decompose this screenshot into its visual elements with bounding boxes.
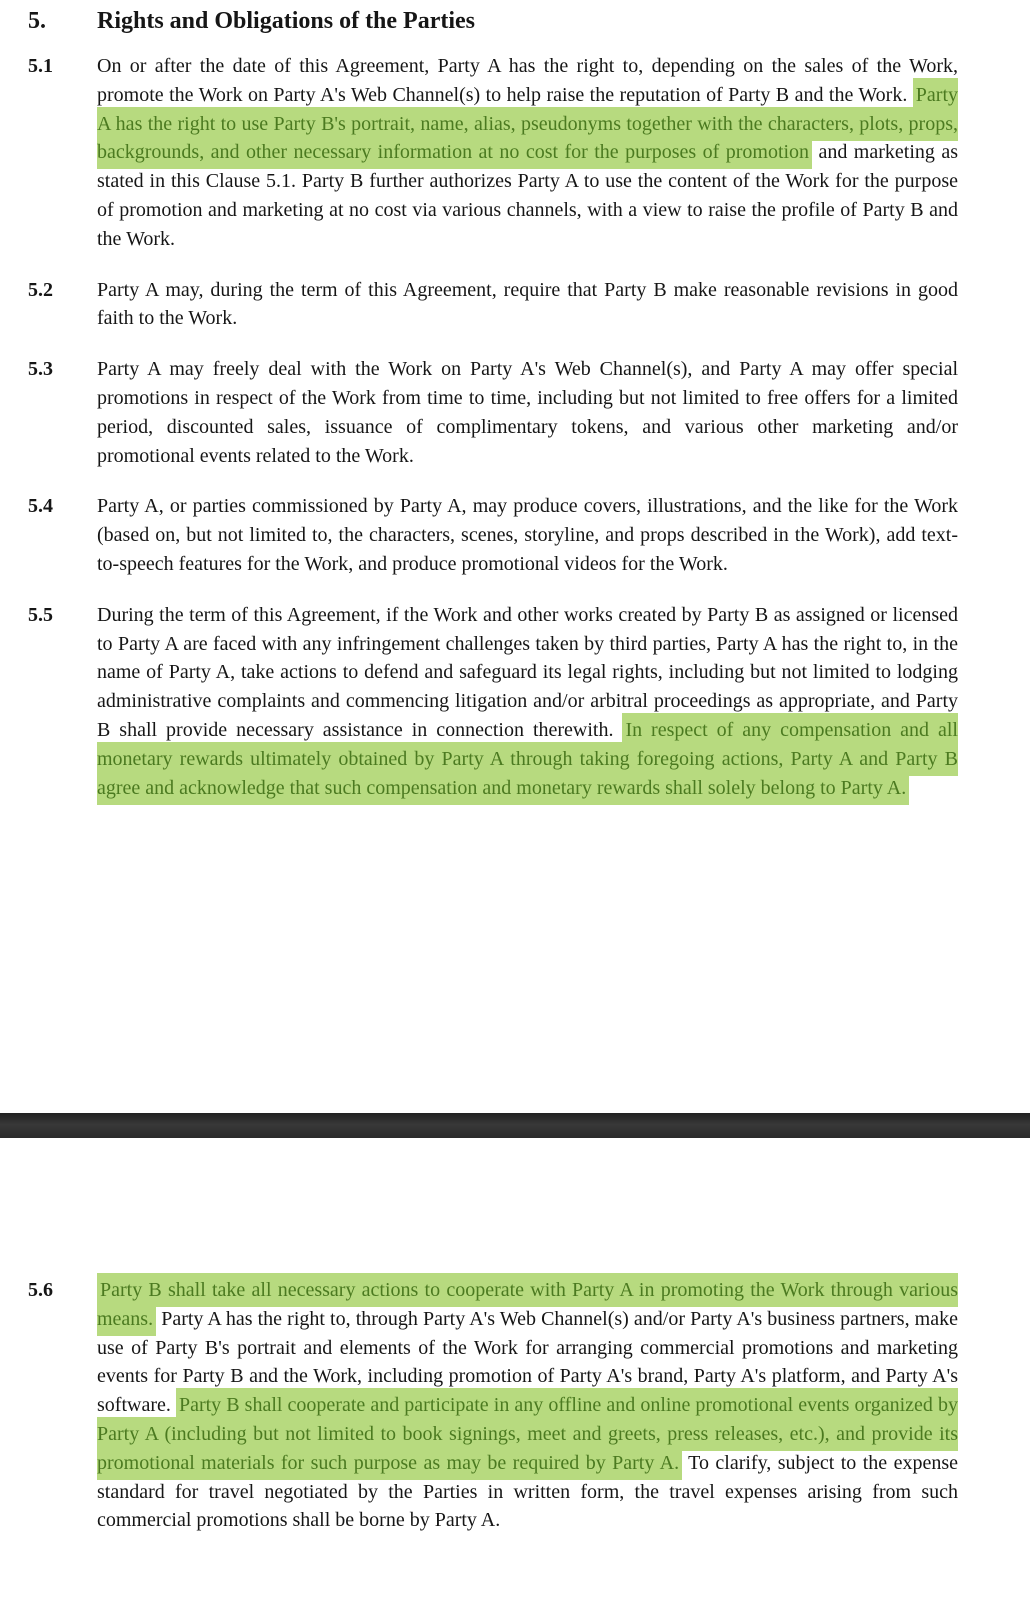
highlighted-text: Party B shall take all necessary actions to cooperate with Party A in promoting the Work through various means. xyxy=(97,1273,958,1336)
clause-text xyxy=(97,276,958,334)
clause-number: 5.4 xyxy=(28,495,53,518)
clause-text xyxy=(97,1276,958,1535)
clause-number: 5.2 xyxy=(28,278,53,301)
clause-number: 5.1 xyxy=(28,55,53,77)
page-separator-bar xyxy=(0,1113,1030,1138)
clause-text xyxy=(97,492,958,578)
clause-text-segment: Party A may freely deal with the Work on Party A's Web Channel(s), and Party A may offer special promotions in respect of the Work from time to time, including but not limited to free offers for a limited period, discounted sales, issuance of complimentary tokens, and various other marketing and/or promotional events related to the Work. xyxy=(97,358,958,467)
clause-text-segment: During the term of this Agreement, if the Work and other works created by Party B as assigned or licensed to Party A are faced with any infringement challenges taken by third parties, Party A has the right to, in the name of Party A, take actions to defend and safeguard its legal rights, including but not limited to lodging administrative complaints and commencing litigation and/or arbitral proceedings as appropriate, and Party B shall provide necessary assistance in connection therewith. xyxy=(97,603,958,741)
highlighted-text: Party B shall cooperate and participate in any offline and online promotional events organized by Party A (including but not limited to book signings, meet and greets, press releases, etc.), and provide its promotional materials for such purpose as may be required by Party A. xyxy=(97,1388,958,1480)
clause-row xyxy=(28,601,958,803)
clause-text xyxy=(97,52,958,254)
page-1-clauses xyxy=(28,52,958,802)
highlighted-text: In respect of any compensation and all monetary rewards ultimately obtained by Party A through taking foregoing actions, Party A and Party B agree and acknowledge that such compensation and monetary rewards shall solely belong to Party A. xyxy=(97,713,958,805)
page-2-clauses xyxy=(28,1276,958,1535)
section-heading-title: Rights and Obligations of the Parties xyxy=(97,8,476,34)
section-heading-number: 5. xyxy=(28,8,46,34)
clause-text-segment: and marketing as stated in this Clause 5.1. Party B further authorizes Party A to use the content of the Work for the purpose of promotion and marketing at no cost via various channels, with a view to raise the profile of Party B and the Work. xyxy=(97,141,958,250)
clause-text-segment: On or after the date of this Agreement, Party A has the right to, depending on the sales of the Work, promote the Work on Party A's Web Channel(s) to help raise the reputation of Party B and the Work. xyxy=(97,55,958,106)
clause-row xyxy=(28,355,958,470)
clause-text xyxy=(97,355,958,470)
clause-row xyxy=(28,1276,958,1535)
clause-text xyxy=(97,601,958,803)
clause-number: 5.5 xyxy=(28,603,53,626)
highlighted-text: Party A has the right to use Party B's portrait, name, alias, pseudonyms together with the characters, plots, props, backgrounds, and other necessary information at no cost for the purposes of promotion xyxy=(97,78,958,170)
clause-text-segment: To clarify, subject to the expense standard for travel negotiated by the Parties in written form, the travel expenses arising from such commercial promotions shall be borne by Party A. xyxy=(97,1451,958,1532)
clause-number: 5.3 xyxy=(28,358,53,381)
clause-row xyxy=(28,52,958,254)
document-page-2 xyxy=(0,1138,1030,1535)
clause-text-segment: Party A may, during the term of this Agreement, require that Party B make reasonable revisions in good faith to the Work. xyxy=(97,278,958,330)
clause-text-segment: Party A has the right to, through Party A's Web Channel(s) and/or Party A's business partners, make use of Party B's portrait and elements of the Work for arranging commercial promotions and marketing events for Party B and the Work, including promotion of Party A's brand, Party A's platform, and Party A's software. xyxy=(97,1307,958,1417)
clause-row xyxy=(28,276,958,334)
clause-row xyxy=(28,492,958,578)
section-heading xyxy=(28,4,958,38)
clause-number: 5.6 xyxy=(28,1279,53,1301)
clause-text-segment: Party A, or parties commissioned by Party A, may produce covers, illustrations, and the like for the Work (based on, but not limited to, the characters, scenes, storyline, and props described in the Work), add text-to-speech features for the Work, and produce promotional videos for the Work. xyxy=(97,495,958,575)
